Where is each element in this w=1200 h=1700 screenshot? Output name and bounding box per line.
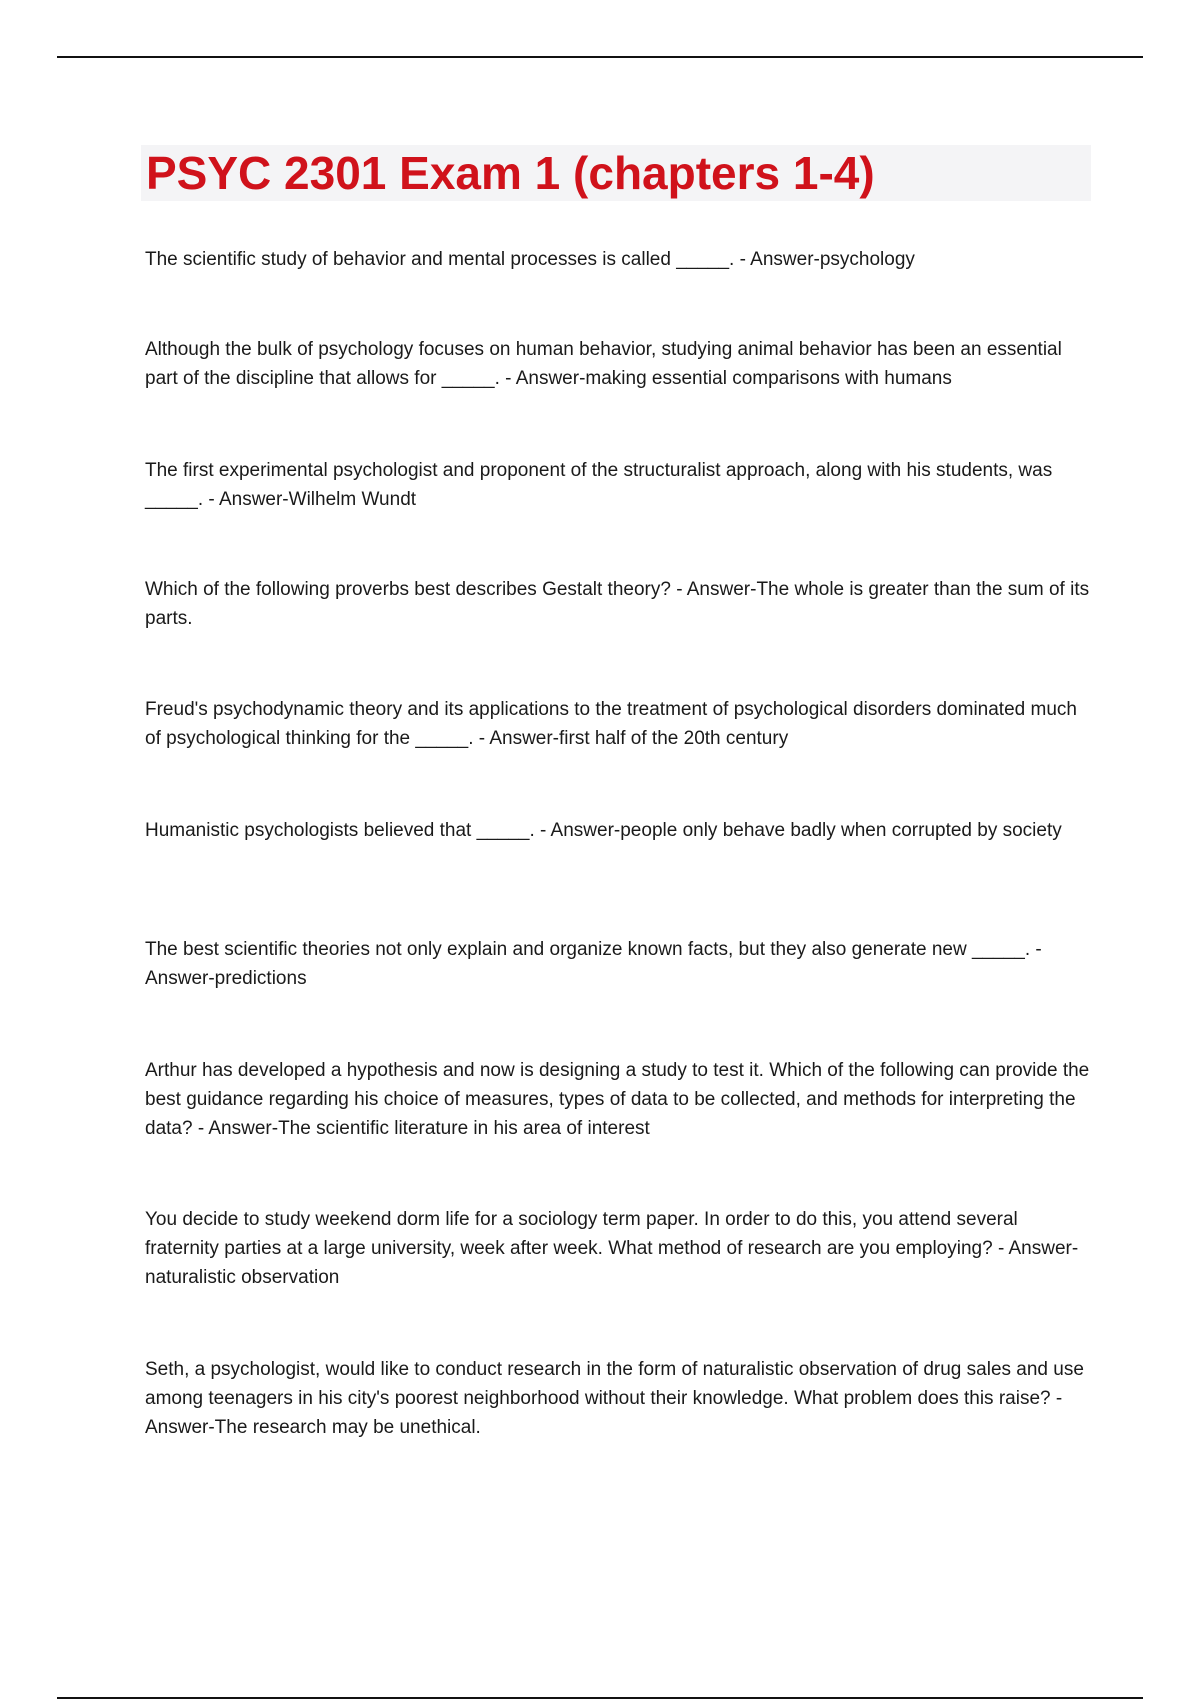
question-item: Seth, a psychologist, would like to conduct research in the form of naturalistic observation of drug sales and use among teenagers in his city's poorest neighborhood without their knowledge. What problem does this raise? - Answer-The research may be unethical. xyxy=(145,1359,1084,1438)
question-item: You decide to study weekend dorm life for a sociology term paper. In order to do this, you attend several fraternity parties at a large university, week after week. What method of research are you employing? - Answer-naturalistic observation xyxy=(145,1209,1079,1288)
page-title: PSYC 2301 Exam 1 (chapters 1-4) xyxy=(146,147,875,199)
question-item: Which of the following proverbs best describes Gestalt theory? - Answer-The whole is greater than the sum of its parts. xyxy=(145,579,1090,629)
bottom-divider xyxy=(57,1697,1143,1699)
top-divider xyxy=(57,56,1143,58)
question-item: Although the bulk of psychology focuses on human behavior, studying animal behavior has been an essential part of the discipline that allows for _____. - Answer-making essential comparisons with humans xyxy=(145,339,1062,389)
question-item: Freud's psychodynamic theory and its applications to the treatment of psychological disorders dominated much of psychological thinking for the _____. - Answer-first half of the 20th century xyxy=(145,699,1077,749)
question-item: Arthur has developed a hypothesis and now is designing a study to test it. Which of the following can provide the best guidance regarding his choice of measures, types of data to be collected, and methods for interpreting the data? - Answer-The scientific literature in his area of interest xyxy=(145,1060,1090,1139)
question-item: The first experimental psychologist and proponent of the structuralist approach, along with his students, was _____. - Answer-Wilhelm Wundt xyxy=(145,460,1053,510)
question-item: The scientific study of behavior and mental processes is called _____. - Answer-psychology xyxy=(145,249,915,270)
question-item: The best scientific theories not only explain and organize known facts, but they also generate new _____. - Answer-predictions xyxy=(145,939,1042,989)
question-item: Humanistic psychologists believed that _____. - Answer-people only behave badly when corrupted by society xyxy=(145,820,1062,841)
